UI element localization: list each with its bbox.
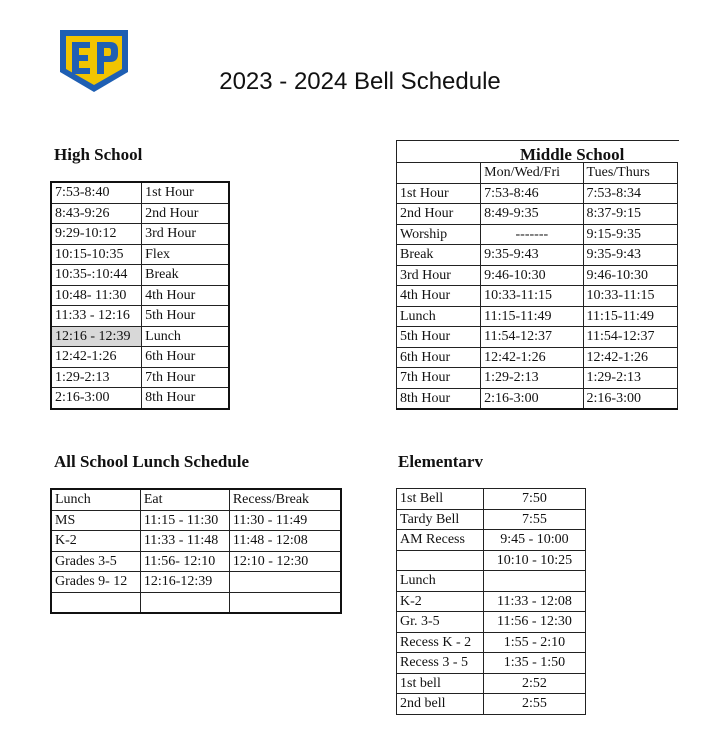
recess-time: 11:48 - 12:08 xyxy=(229,531,341,552)
period-time: 12:42-1:26 xyxy=(51,347,142,368)
mwf-time: ------- xyxy=(481,224,583,245)
period-name: 5th Hour xyxy=(142,306,229,327)
period-name: Lunch xyxy=(397,306,481,327)
middle-school-row xyxy=(397,183,678,204)
elementary-row xyxy=(397,571,586,592)
period-name: Worship xyxy=(397,224,481,245)
period-time: 2:16-3:00 xyxy=(51,388,142,409)
lunch-schedule-heading: All School Lunch Schedule xyxy=(54,452,250,471)
middle-school-row xyxy=(397,306,678,327)
mwf-time: 11:15-11:49 xyxy=(481,306,583,327)
period-name: 1st Hour xyxy=(397,183,481,204)
high-school-row xyxy=(51,224,229,245)
elementary-heading: Elementarv xyxy=(398,452,483,471)
lunch-row xyxy=(51,510,341,531)
elementary-row xyxy=(397,673,586,694)
high-school-row xyxy=(51,388,229,409)
middle-school-row xyxy=(397,224,678,245)
tt-time: 11:54-12:37 xyxy=(583,327,677,348)
tt-time: 9:15-9:35 xyxy=(583,224,677,245)
tt-time: 12:42-1:26 xyxy=(583,347,677,368)
recess-time: 11:30 - 11:49 xyxy=(229,510,341,531)
bell-time: 10:10 - 10:25 xyxy=(483,550,585,571)
elementary-table xyxy=(396,488,586,715)
period-name: 3rd Hour xyxy=(142,224,229,245)
lunch-schedule-table xyxy=(50,488,342,614)
bell-time: 2:52 xyxy=(483,673,585,694)
lunch-group: Grades 9- 12 xyxy=(51,572,140,593)
elementary-row xyxy=(397,550,586,571)
bell-time xyxy=(483,571,585,592)
high-school-row xyxy=(51,326,229,347)
period-name: Lunch xyxy=(142,326,229,347)
mwf-time: 1:29-2:13 xyxy=(481,368,583,389)
period-name: 7th Hour xyxy=(397,368,481,389)
high-school-row xyxy=(51,203,229,224)
period-name: Flex xyxy=(142,244,229,265)
middle-school-row xyxy=(397,286,678,307)
period-name: 1st Hour xyxy=(142,182,229,203)
period-name: 8th Hour xyxy=(142,388,229,409)
middle-school-row xyxy=(397,245,678,266)
middle-school-row xyxy=(397,327,678,348)
elementary-row xyxy=(397,612,586,633)
lunch-group: Grades 3-5 xyxy=(51,551,140,572)
high-school-row xyxy=(51,306,229,327)
eat-time: 11:15 - 11:30 xyxy=(140,510,229,531)
eat-time: 11:56- 12:10 xyxy=(140,551,229,572)
period-name: 8th Hour xyxy=(397,388,481,409)
middle-school-table xyxy=(396,162,678,410)
period-name: 7th Hour xyxy=(142,367,229,388)
bell-time: 7:50 xyxy=(483,489,585,510)
bell-time: 1:35 - 1:50 xyxy=(483,653,585,674)
elementary-row xyxy=(397,489,586,510)
lunch-row xyxy=(51,592,341,613)
lunch-col-recess: Recess/Break xyxy=(229,489,341,510)
bell-name: Tardy Bell xyxy=(397,509,484,530)
elementary-row xyxy=(397,632,586,653)
mwf-time: 10:33-11:15 xyxy=(481,286,583,307)
high-school-heading: High School xyxy=(54,145,143,164)
mwf-time: 8:49-9:35 xyxy=(481,204,583,225)
lunch-group xyxy=(51,592,140,613)
tt-time: 7:53-8:34 xyxy=(583,183,677,204)
period-time: 9:29-10:12 xyxy=(51,224,142,245)
elementary-row xyxy=(397,694,586,715)
lunch-row xyxy=(51,551,341,572)
recess-time xyxy=(229,572,341,593)
middle-school-row xyxy=(397,265,678,286)
tt-time: 10:33-11:15 xyxy=(583,286,677,307)
mwf-time: 12:42-1:26 xyxy=(481,347,583,368)
bell-name: Recess 3 - 5 xyxy=(397,653,484,674)
ms-col-tt: Tues/Thurs xyxy=(583,163,677,184)
bell-name: Recess K - 2 xyxy=(397,632,484,653)
recess-time: 12:10 - 12:30 xyxy=(229,551,341,572)
page-title: 2023 - 2024 Bell Schedule xyxy=(219,68,501,95)
period-name: Break xyxy=(142,265,229,286)
bell-name xyxy=(397,550,484,571)
period-name: 5th Hour xyxy=(397,327,481,348)
high-school-row xyxy=(51,265,229,286)
bell-name: Lunch xyxy=(397,571,484,592)
middle-school-heading: Middle School xyxy=(520,145,625,164)
period-time: 10:15-10:35 xyxy=(51,244,142,265)
middle-school-row xyxy=(397,368,678,389)
period-time: 12:16 - 12:39 xyxy=(51,326,142,347)
bell-name: 2nd bell xyxy=(397,694,484,715)
middle-school-row xyxy=(397,204,678,225)
period-name: 3rd Hour xyxy=(397,265,481,286)
lunch-col-group: Lunch xyxy=(51,489,140,510)
period-time: 7:53-8:40 xyxy=(51,182,142,203)
lunch-col-eat: Eat xyxy=(140,489,229,510)
tt-time: 1:29-2:13 xyxy=(583,368,677,389)
period-time: 11:33 - 12:16 xyxy=(51,306,142,327)
bell-name: K-2 xyxy=(397,591,484,612)
period-name: 2nd Hour xyxy=(397,204,481,225)
elementary-row xyxy=(397,530,586,551)
lunch-group: K-2 xyxy=(51,531,140,552)
bell-time: 9:45 - 10:00 xyxy=(483,530,585,551)
bell-name: AM Recess xyxy=(397,530,484,551)
elementary-row xyxy=(397,591,586,612)
mwf-time: 11:54-12:37 xyxy=(481,327,583,348)
bell-name: 1st Bell xyxy=(397,489,484,510)
eat-time: 11:33 - 11:48 xyxy=(140,531,229,552)
mwf-time: 2:16-3:00 xyxy=(481,388,583,409)
eat-time: 12:16-12:39 xyxy=(140,572,229,593)
tt-time: 9:35-9:43 xyxy=(583,245,677,266)
bell-time: 11:33 - 12:08 xyxy=(483,591,585,612)
tt-time: 2:16-3:00 xyxy=(583,388,677,409)
period-time: 1:29-2:13 xyxy=(51,367,142,388)
middle-school-row xyxy=(397,388,678,409)
bell-time: 11:56 - 12:30 xyxy=(483,612,585,633)
high-school-table xyxy=(50,181,230,410)
bell-time: 7:55 xyxy=(483,509,585,530)
mwf-time: 9:35-9:43 xyxy=(481,245,583,266)
lunch-row xyxy=(51,531,341,552)
mwf-time: 7:53-8:46 xyxy=(481,183,583,204)
high-school-row xyxy=(51,182,229,203)
period-name: 6th Hour xyxy=(397,347,481,368)
mwf-time: 9:46-10:30 xyxy=(481,265,583,286)
period-name: 6th Hour xyxy=(142,347,229,368)
tt-time: 9:46-10:30 xyxy=(583,265,677,286)
tt-time: 11:15-11:49 xyxy=(583,306,677,327)
ms-col-mwf: Mon/Wed/Fri xyxy=(481,163,583,184)
period-name: Break xyxy=(397,245,481,266)
period-time: 8:43-9:26 xyxy=(51,203,142,224)
eat-time xyxy=(140,592,229,613)
lunch-group: MS xyxy=(51,510,140,531)
high-school-row xyxy=(51,367,229,388)
middle-school-row xyxy=(397,347,678,368)
period-name: 4th Hour xyxy=(142,285,229,306)
elementary-row xyxy=(397,653,586,674)
lunch-row xyxy=(51,572,341,593)
lunch-header-row xyxy=(51,489,341,510)
period-name: 2nd Hour xyxy=(142,203,229,224)
high-school-row xyxy=(51,285,229,306)
period-time: 10:48- 11:30 xyxy=(51,285,142,306)
tt-time: 8:37-9:15 xyxy=(583,204,677,225)
bell-time: 2:55 xyxy=(483,694,585,715)
bell-time: 1:55 - 2:10 xyxy=(483,632,585,653)
bell-name: Gr. 3-5 xyxy=(397,612,484,633)
bell-name: 1st bell xyxy=(397,673,484,694)
period-name: 4th Hour xyxy=(397,286,481,307)
middle-school-header-row xyxy=(397,163,678,184)
ms-col-blank xyxy=(397,163,481,184)
high-school-row xyxy=(51,244,229,265)
period-time: 10:35-:10:44 xyxy=(51,265,142,286)
recess-time xyxy=(229,592,341,613)
elementary-row xyxy=(397,509,586,530)
high-school-row xyxy=(51,347,229,368)
